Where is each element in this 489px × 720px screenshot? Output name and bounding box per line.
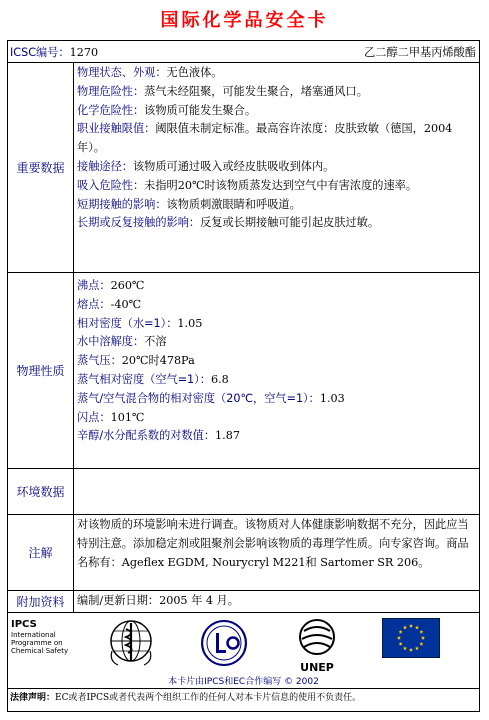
data-line — [77, 333, 477, 352]
section-body: 对该物质的环境影响未进行调查。该物质对人体健康影响数据不充分，因此应当特别注意。添加稳定剂或阻聚剂会影响该物质的毒理学性质。向专家咨询。商品名称有：Ageflex EGDM, Nourycryl M221和 Sartomer SR 206。 — [77, 518, 469, 569]
section-body — [75, 273, 479, 468]
data-line — [77, 390, 477, 409]
ipcs-logo — [11, 621, 68, 655]
legal-label: 法律声明： — [10, 693, 56, 703]
unep-label: UNEP — [300, 661, 334, 674]
header-row — [8, 41, 479, 63]
substance-name: 乙二醇二甲基丙烯酸酯 — [364, 46, 476, 59]
section-label: 重要数据 — [8, 63, 74, 272]
item-key: 接触途径： — [77, 159, 133, 173]
ipcs-line: Chemical Safety — [11, 647, 69, 655]
item-key: 物理状态、外观： — [77, 66, 167, 79]
data-line — [77, 83, 477, 102]
item-value: 该物质可通过吸入或经皮肤吸收到体内。 — [132, 159, 335, 173]
item-key: 吸入危险性： — [77, 178, 145, 192]
section-additional — [8, 591, 479, 613]
item-value: 该物质刺激眼睛和呼吸道。 — [166, 197, 301, 211]
item-value: 不溶 — [144, 335, 167, 349]
icsc-number — [10, 44, 98, 60]
eu-flag-icon — [382, 618, 440, 658]
item-key: 水中溶解度： — [77, 335, 145, 349]
legal-text: EC或者IPCS或者代表两个组织工作的任何人对本卡片信息的使用不负责任。 — [55, 693, 362, 703]
data-line — [77, 64, 477, 83]
item-value: 101℃ — [110, 410, 145, 424]
item-value: 20℃时478Pa — [121, 354, 195, 368]
item-key: 长期或反复接触的影响： — [77, 216, 201, 230]
section-body — [75, 469, 479, 514]
section-label: 附加资料 — [8, 591, 74, 612]
card-title: 国际化学品安全卡 — [160, 10, 329, 31]
icsc-label: ICSC编号： — [10, 46, 70, 59]
icsc-value: 1270 — [69, 46, 99, 59]
item-value: 1.05 — [177, 316, 203, 330]
who-emblem-icon — [106, 617, 156, 669]
item-key: 相对密度（水=1）： — [77, 316, 178, 330]
item-key: 化学危险性： — [77, 103, 145, 117]
item-value: 1.03 — [319, 391, 345, 405]
section-environment — [8, 469, 479, 515]
icsc-card — [7, 40, 480, 712]
item-key: 蒸气压： — [77, 354, 122, 368]
data-line — [77, 120, 477, 158]
data-line — [77, 409, 477, 428]
section-label: 环境数据 — [8, 469, 74, 514]
item-value: 阈限值未制定标准。最高容许浓度：皮肤致敏（德国，2004年）。 — [77, 122, 453, 155]
data-line — [77, 427, 477, 446]
section-important — [8, 63, 479, 273]
data-line — [77, 196, 477, 215]
item-value: 6.8 — [210, 372, 229, 386]
item-value: 蒸气未经阻聚，可能发生聚合，堵塞通风口。 — [144, 84, 368, 98]
ipcs-line: Programme on — [11, 639, 63, 647]
item-key: 沸点： — [77, 279, 111, 292]
data-line — [77, 214, 477, 233]
unep-emblem-icon — [293, 617, 341, 675]
data-line — [77, 277, 477, 296]
section-notes — [8, 515, 479, 591]
item-key: 辛醇/水分配系数的对数值： — [77, 429, 216, 443]
item-value: 未指明20℃时该物质蒸发达到空气中有害浓度的速率。 — [144, 178, 418, 192]
item-value: 260℃ — [110, 279, 145, 292]
ilo-emblem-icon — [198, 617, 250, 669]
item-value: 无色液体。 — [166, 66, 223, 79]
item-value: 反复或长期接触可能引起皮肤过敏。 — [200, 216, 380, 230]
item-value: 该物质可能发生聚合。 — [144, 103, 257, 117]
logos-row — [8, 613, 479, 689]
item-value: 1.87 — [215, 429, 240, 443]
data-line — [77, 177, 477, 196]
item-key: 蒸气相对密度（空气=1）： — [77, 372, 211, 386]
ipcs-name: IPCS — [11, 619, 37, 630]
data-line — [77, 158, 477, 177]
item-value: -40℃ — [110, 297, 142, 311]
item-key: 物理危险性： — [77, 84, 145, 98]
ipcs-line: International — [11, 631, 56, 639]
item-key: 职业接触限值： — [77, 122, 156, 136]
section-label: 注解 — [8, 515, 74, 590]
section-body: 编制/更新日期：2005 年 4 月。 — [77, 594, 239, 607]
credit-line: 本卡片由IPCS和EC合作编写 © 2002 — [168, 677, 319, 687]
legal-notice — [10, 690, 361, 703]
data-line — [77, 352, 477, 371]
section-body — [75, 63, 479, 272]
item-key: 闪点： — [77, 410, 111, 424]
data-line — [77, 296, 477, 315]
data-line — [77, 371, 477, 390]
item-key: 蒸气/空气混合物的相对密度（20℃，空气=1）： — [77, 391, 320, 405]
section-physical — [8, 273, 479, 469]
data-line — [77, 315, 477, 334]
item-key: 短期接触的影响： — [77, 197, 167, 211]
item-key: 熔点： — [77, 297, 111, 311]
section-label: 物理性质 — [8, 273, 74, 468]
data-line — [77, 102, 477, 121]
